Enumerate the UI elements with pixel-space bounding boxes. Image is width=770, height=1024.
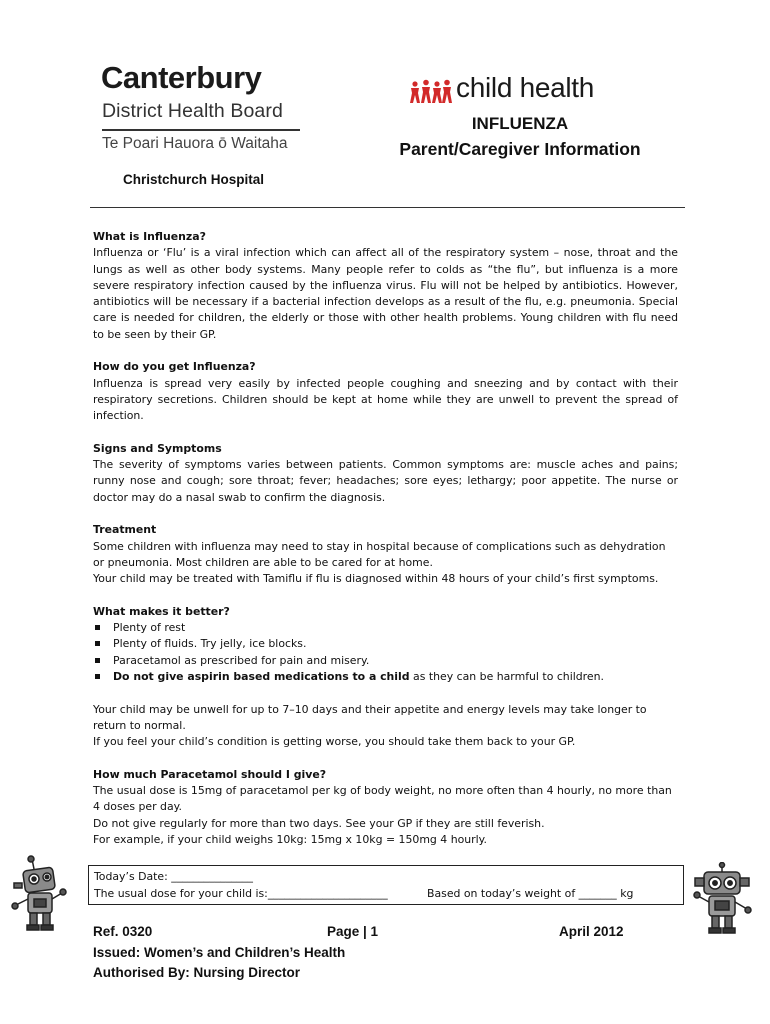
- section-heading-treatment: Treatment: [93, 523, 157, 537]
- usual-dose-field[interactable]: The usual dose for your child is:______________________: [94, 887, 388, 900]
- org-logo-maori-name: Te Poari Hauora ō Waitaha: [102, 135, 288, 152]
- bullet-icon: [95, 658, 100, 663]
- section-heading-better: What makes it better?: [93, 604, 230, 618]
- bullet-icon: [95, 625, 100, 630]
- paracetamol-text-1: The usual dose is 15mg of paracetamol per kg of body weight, no more often than 4 hourly, no more than 4 doses per day.: [93, 784, 672, 814]
- bullet-icon: [95, 674, 100, 679]
- robot-mascot-icon: [10, 855, 70, 935]
- document-subtitle: Parent/Caregiver Information: [399, 139, 641, 159]
- weight-field[interactable]: Based on today’s weight of _______ kg: [427, 887, 634, 900]
- bullet-icon: [95, 641, 100, 646]
- dose-form-box: [88, 865, 684, 905]
- todays-date-field[interactable]: Today’s Date: _______________: [94, 870, 253, 883]
- hospital-name: Christchurch Hospital: [123, 172, 265, 187]
- logo-divider: [102, 129, 300, 131]
- org-logo-subtitle: District Health Board: [102, 100, 283, 122]
- paracetamol-text-2: Do not give regularly for more than two days. See your GP if they are still feverish.: [93, 816, 545, 830]
- recovery-text-2: If you feel your child’s condition is getting worse, you should take them back to your GP.: [93, 735, 576, 749]
- remedy-list: [93, 620, 678, 685]
- section-text-signs: The severity of symptoms varies between patients. Common symptoms are: muscle aches and pains; runny nose and cough; sore throat; fever; headaches; sore eyes; lethargy; poor appetite. The nurse or doctor may do a nasal swab to confirm the diagnosis.: [93, 458, 678, 504]
- authorised-by: Authorised By: Nursing Director: [93, 965, 301, 980]
- paracetamol-text-3: For example, if your child weighs 10kg: 15mg x 10kg = 150mg 4 hourly.: [93, 832, 488, 846]
- list-item: Do not give aspirin based medications to a child as they can be harmful to children.: [93, 669, 678, 685]
- list-item: Paracetamol as prescribed for pain and misery.: [93, 653, 678, 669]
- section-heading-what: What is Influenza?: [93, 230, 206, 243]
- recovery-text-1: Your child may be unwell for up to 7–10 days and their appetite and energy levels may take longer to return to normal.: [93, 702, 647, 732]
- header-divider: [90, 207, 685, 208]
- section-heading-how: How do you get Influenza?: [93, 360, 256, 374]
- list-item: Plenty of rest: [93, 620, 678, 636]
- section-text-how: Influenza is spread very easily by infected people coughing and sneezing and by contact with their respiratory secretions. Children should be kept at home while they are unwell to prevent the spread of infection.: [93, 376, 678, 423]
- org-logo-name: Canterbury: [101, 60, 262, 95]
- brand-logo-text: child health: [456, 72, 595, 103]
- list-item: Plenty of fluids. Try jelly, ice blocks.: [93, 636, 678, 652]
- page-number: Page | 1: [327, 924, 379, 939]
- section-text-what: Influenza or ‘Flu’ is a viral infection which can affect all of the respiratory system – nose, throat and the lungs as well as other body systems. Many people refer to colds as “the flu”, but influenza is a more severe respiratory infection caused by the influenza virus. Flu will not be helped by antibiotics. However, antibiotics will be necessary if a bacterial infection develops as a result of the flu, e.g. pneumonia. Special care is needed for children, the elderly or those with other health problems. Young children with flu need to be seen by their GP.: [93, 246, 678, 341]
- section-text-treatment-1: Some children with influenza may need to stay in hospital because of complications such as dehydration or pneumonia. Most children are able to be cared for at home.: [93, 539, 666, 569]
- document-body: [93, 229, 678, 848]
- section-heading-paracetamol: How much Paracetamol should I give?: [93, 767, 327, 781]
- reference-number: Ref. 0320: [93, 924, 153, 939]
- section-text-treatment-2: Your child may be treated with Tamiflu if flu is diagnosed within 48 hours of your child’s first symptoms.: [93, 572, 659, 586]
- issued-by: Issued: Women’s and Children’s Health: [93, 945, 346, 960]
- document-title: INFLUENZA: [471, 114, 569, 133]
- robot-mascot-icon: [692, 862, 754, 938]
- child-figures-icon: [410, 79, 452, 105]
- aspirin-warning: Do not give aspirin based medications to a child: [113, 670, 410, 684]
- issue-date: April 2012: [559, 924, 624, 939]
- section-heading-signs: Signs and Symptoms: [93, 441, 222, 455]
